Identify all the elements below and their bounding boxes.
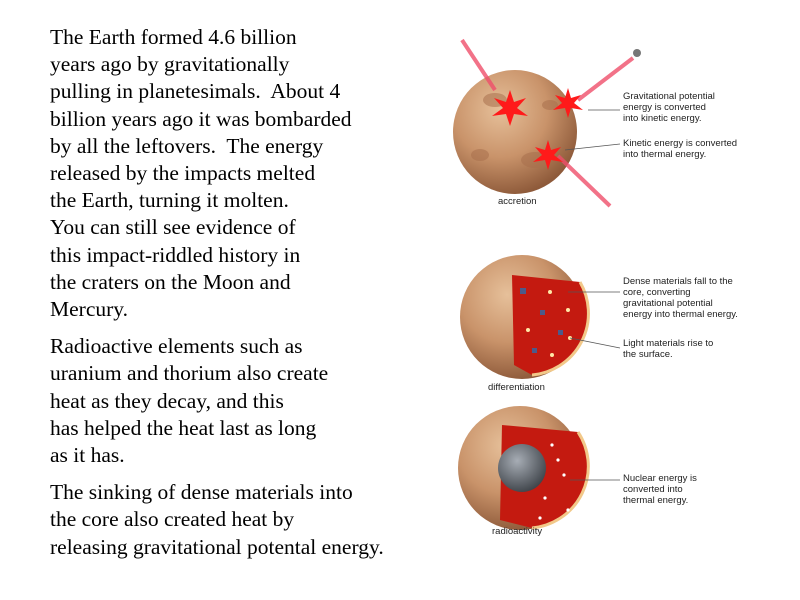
text-line: You can still see evidence of xyxy=(50,215,296,240)
label-line: the surface. xyxy=(623,349,673,360)
accretion-label-kinetic xyxy=(623,138,737,160)
label-line: Dense materials fall to the xyxy=(623,276,733,287)
text-line: heat as they decay, and this xyxy=(50,388,284,413)
text-line: Radioactive elements such as xyxy=(50,334,303,359)
text-line: releasing gravitational potental energy. xyxy=(50,534,384,559)
paragraph-radioactivity xyxy=(50,333,450,469)
paragraph-earth-formation xyxy=(50,24,450,323)
caption-radioactivity: radioactivity xyxy=(492,526,543,537)
text-line: released by the impacts melted xyxy=(50,161,316,186)
label-line: Kinetic energy is converted xyxy=(623,138,738,149)
planet-accretion xyxy=(453,70,577,194)
caption-differentiation: differentiation xyxy=(488,382,545,393)
heating-diagram xyxy=(440,20,800,580)
differentiation-label-light xyxy=(623,338,713,360)
text-line: billion years ago it was bombarded xyxy=(50,106,352,131)
text-line: Mercury. xyxy=(50,297,129,322)
differentiation-panel xyxy=(460,255,620,379)
impactor-arrow xyxy=(558,156,610,206)
explanatory-text xyxy=(50,24,450,571)
label-line: Light materials rise to xyxy=(623,338,714,349)
label-line: energy is converted xyxy=(623,102,706,113)
label-line: Nuclear energy is xyxy=(623,473,697,484)
text-line: by all the leftovers. The energy xyxy=(50,133,324,158)
label-line: core, converting xyxy=(623,287,691,298)
label-line: converted into xyxy=(623,484,683,495)
label-line: gravitational potential xyxy=(623,298,713,309)
caption-accretion: accretion xyxy=(498,196,537,207)
diagram-graphic xyxy=(440,20,800,580)
label-line: energy into thermal energy. xyxy=(623,309,738,320)
radioactivity-label-nuclear xyxy=(623,473,697,506)
text-line: this impact-riddled history in xyxy=(50,242,301,267)
text-line: The sinking of dense materials into xyxy=(50,480,353,505)
text-line: uranium and thorium also create xyxy=(50,361,329,386)
paragraph-differentiation xyxy=(50,479,450,561)
core xyxy=(498,444,546,492)
text-line: years ago by gravitationally xyxy=(50,52,290,77)
label-line: thermal energy. xyxy=(623,495,689,506)
label-line: into thermal energy. xyxy=(623,149,707,160)
text-line: the core also created heat by xyxy=(50,507,295,532)
differentiation-label-dense xyxy=(623,276,738,320)
radioactivity-panel xyxy=(458,406,620,530)
text-line: the Earth, turning it molten. xyxy=(50,188,289,213)
label-line: into kinetic energy. xyxy=(623,113,702,124)
accretion-label-gravitational xyxy=(623,91,715,124)
planetesimal xyxy=(633,49,641,57)
text-line: has helped the heat last as long xyxy=(50,415,317,440)
text-line: the craters on the Moon and xyxy=(50,269,291,294)
label-line: Gravitational potential xyxy=(623,91,715,102)
text-line: The Earth formed 4.6 billion xyxy=(50,25,297,49)
text-line: as it has. xyxy=(50,443,125,468)
text-line: pulling in planetesimals. About 4 xyxy=(50,79,341,104)
accretion-panel xyxy=(453,40,641,206)
